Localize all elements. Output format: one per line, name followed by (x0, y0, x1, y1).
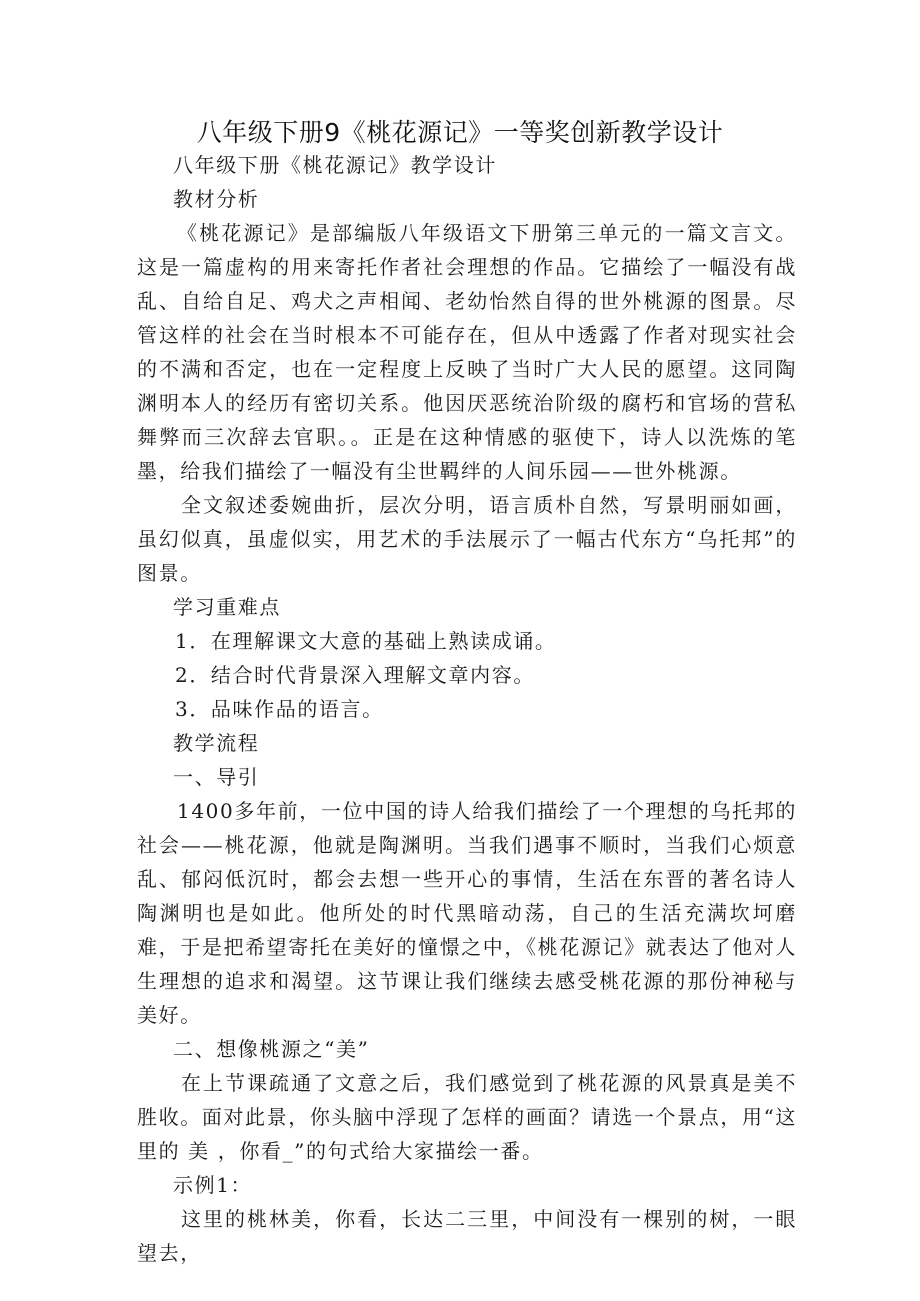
step-heading-imagine: 二、想像桃源之“美” (173, 1037, 370, 1061)
example-label: 示例1： (173, 1173, 253, 1197)
section-heading-material: 教材分析 (173, 187, 260, 211)
paragraph-material-1: 《桃花源记》是部编版八年级语文下册第三单元的一篇文言文。这是一篇虚构的用来寄托作者社会理想的作品。它描绘了一幅没有战乱、自给自足、鸡犬之声相闻、老幼怡然自得的世外桃源的图景。尽管这样的社会在当时根本不可能存在，但从中透露了作者对现实社会的不满和否定，也在一定程度上反映了当时广大人民的愿望。这同陶渊明本人的经历有密切关系。他因厌恶统治阶级的腐朽和官场的营私舞弊而三次辞去官职。。正是在这种情感的驱使下，诗人以洗炼的笔墨，给我们描绘了一幅没有尘世羁绊的人间乐园——世外桃源。 (137, 221, 797, 483)
section-heading-focus: 学习重难点 (173, 595, 281, 619)
paragraph-imagine: 在上节课疏通了文意之后，我们感觉到了桃花源的风景真是美不胜收。面对此景，你头脑中浮现了怎样的画面？请选一个景点，用“这里的 美 ，你看_”的句式给大家描绘一番。 (137, 1071, 797, 1163)
paragraph-intro: 1400多年前，一位中国的诗人给我们描绘了一个理想的乌托邦的社会——桃花源，他就是陶渊明。当我们遇事不顺时，当我们心烦意乱、郁闷低沉时，都会去想一些开心的事情，生活在东晋的著名诗人陶渊明也是如此。他所处的时代黑暗动荡，自己的生活充满坎坷磨难，于是把希望寄托在美好的憧憬之中，《桃花源记》就表达了他对人生理想的追求和渴望。这节课让我们继续去感受桃花源的那份神秘与美好。 (137, 799, 797, 1027)
paragraph-material-2: 全文叙述委婉曲折，层次分明，语言质朴自然，写景明丽如画，虽幻似真，虽虚似实，用艺术的手法展示了一幅古代东方“乌托邦”的图景。 (137, 493, 797, 585)
document-body (137, 148, 797, 1270)
section-heading-process: 教学流程 (173, 731, 260, 755)
focus-item-2: 2．结合时代背景深入理解文章内容。 (175, 663, 535, 687)
focus-item-3: 3．品味作品的语言。 (175, 697, 384, 721)
document-subtitle: 八年级下册《桃花源记》教学设计 (173, 153, 497, 177)
step-heading-intro: 一、导引 (173, 765, 260, 789)
paragraph-example: 这里的桃林美，你看，长达二三里，中间没有一棵别的树，一眼望去， (137, 1207, 797, 1265)
focus-item-1: 1．在理解课文大意的基础上熟读成诵。 (175, 629, 557, 653)
document-title: 八年级下册9《桃花源记》一等奖创新教学设计 (196, 118, 724, 147)
